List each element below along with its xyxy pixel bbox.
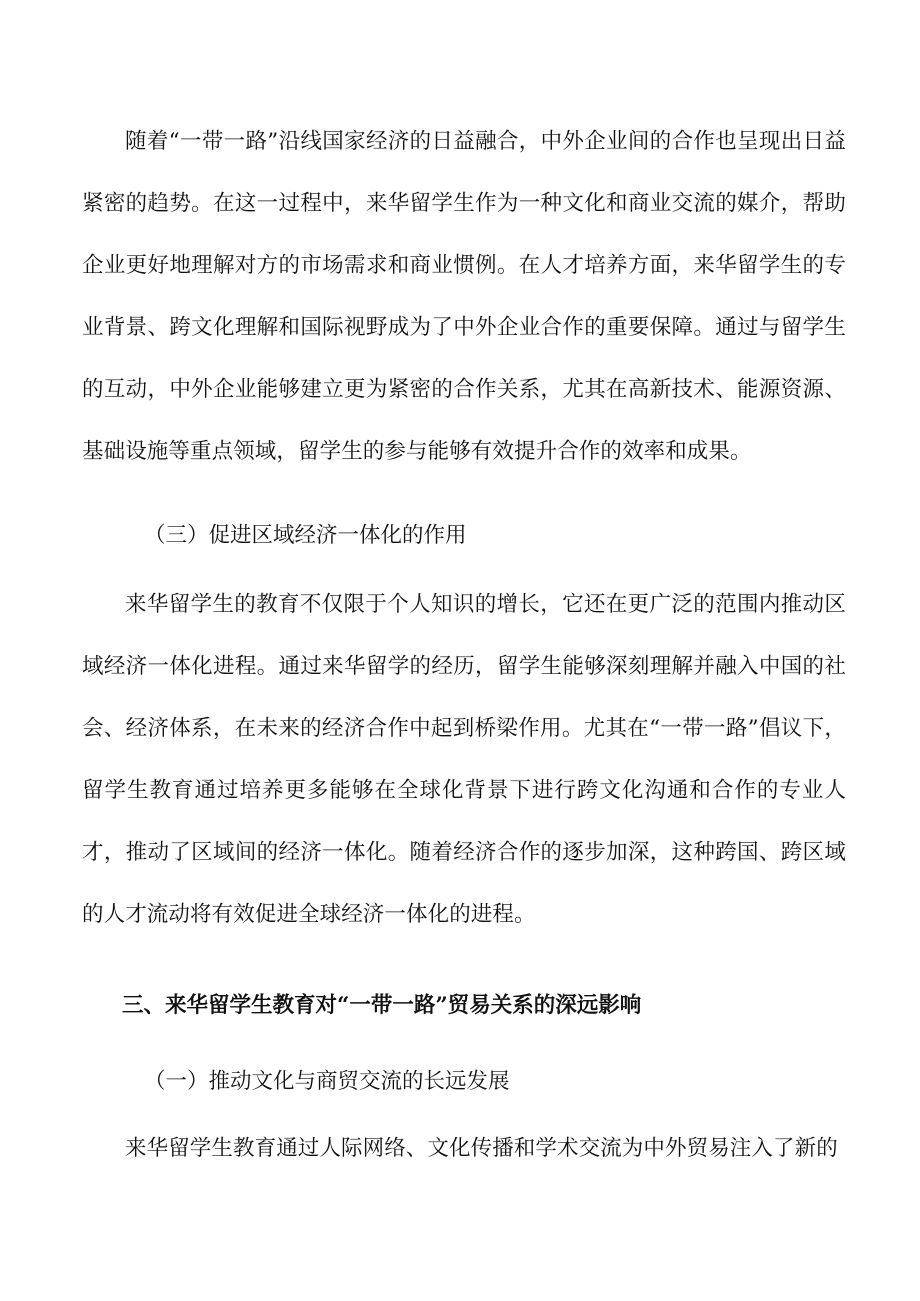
subheading-regional-integration: （三）促进区域经济一体化的作用: [144, 523, 467, 548]
paragraph-belt-road-cooperation: 随着“一带一路”沿线国家经济的日益融合，中外企业间的合作也呈现出日益紧密的趋势。在这一过程中，来华留学生作为一种文化和商业交流的媒介，帮助企业更好地理解对方的市场需求和商业惯例。在人才培养方面，来华留学生的专业背景、跨文化理解和国际视野成为了中外企业合作的重要保障。通过与留学生的互动，中外企业能够建立更为紧密的合作关系，尤其在高新技术、能源资源、基础设施等重点领域，留学生的参与能够有效提升合作的效率和成果。: [82, 129, 846, 464]
paragraph-regional-integration: 来华留学生的教育不仅限于个人知识的增长，它还在更广泛的范围内推动区域经济一体化进程。通过来华留学的经历，留学生能够深刻理解并融入中国的社会、经济体系，在未来的经济合作中起到桥梁作用。尤其在“一带一路”倡议下，留学生教育通过培养更多能够在全球化背景下进行跨文化沟通和合作的专业人才，推动了区域间的经济一体化。随着经济合作的逐步加深，这种跨国、跨区域的人才流动将有效促进全球经济一体化的进程。: [82, 592, 846, 927]
paragraph-culture-trade: 来华留学生教育通过人际网络、文化传播和学术交流为中外贸易注入了新的: [125, 1136, 838, 1161]
section-heading-three: 三、来华留学生教育对“一带一路”贸易关系的深远影响: [122, 993, 642, 1018]
subheading-culture-trade: （一）推动文化与商贸交流的长远发展: [144, 1069, 510, 1094]
